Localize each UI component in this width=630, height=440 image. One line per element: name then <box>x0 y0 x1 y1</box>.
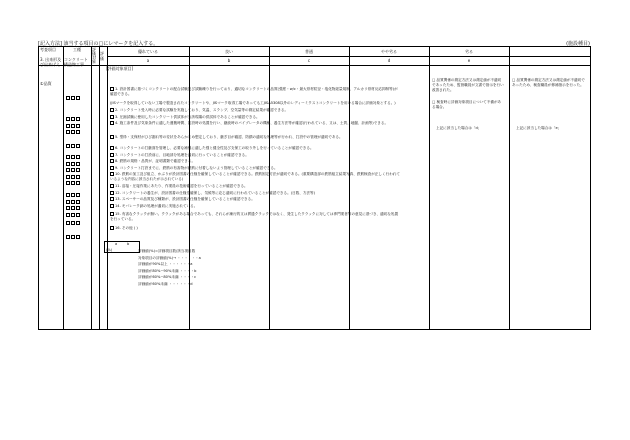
item-checkbox-group <box>66 212 81 218</box>
formula-line: 評価値が60%~80%未満 ・・・・c <box>138 275 197 279</box>
eval-item-text: 8. 鉄筋の規格・品質が、証明書類で確認できる。 <box>115 159 196 163</box>
eval-item-text: 14. モバレーク跡の処理が適切に実施されている。 <box>115 204 198 208</box>
grade-d-footer: 上記に該当した場合は「d」 <box>436 126 482 130</box>
eval-item <box>110 135 400 140</box>
eval-item <box>110 226 400 231</box>
grade-a-label: 優れている <box>138 49 158 54</box>
item-checkbox[interactable] <box>110 115 114 119</box>
item-checkbox-group <box>66 135 81 141</box>
header-target: 評価対象 <box>92 47 96 64</box>
checkbox[interactable] <box>71 130 75 134</box>
item-checkbox[interactable] <box>110 212 114 216</box>
eval-item <box>110 108 400 113</box>
eval-item <box>110 153 400 158</box>
score-box: a b (%) <box>104 241 140 253</box>
item-checkbox[interactable] <box>110 172 114 176</box>
header-type: 工種 <box>73 47 81 52</box>
item-checkbox[interactable] <box>110 197 114 201</box>
grade-d-text2: □ 検査時に評価対象項目について不備がある場合。 <box>432 100 502 109</box>
grade-e-text1: □ 品質関係の測定方法又は測定値が不適切であったため、検査職員が修補指示を行った。 <box>512 78 585 87</box>
row-type-label: コンクリート構造物工事 <box>64 57 88 67</box>
eval-item <box>110 115 400 120</box>
item-checkbox[interactable] <box>110 87 114 91</box>
eval-item <box>110 172 400 181</box>
eval-item <box>110 146 400 151</box>
eval-item <box>110 212 400 221</box>
eval-item <box>110 197 400 202</box>
checkbox[interactable] <box>71 221 75 225</box>
item-checkbox-group <box>66 121 81 127</box>
eval-item-text: 12. コンクリートの養生が、設計図書の仕様を確保し、気候等に応じ適切に行われていることが確認できる。(日数、方法等) <box>115 191 316 195</box>
item-checkbox-group <box>66 197 81 203</box>
checkbox[interactable] <box>76 221 80 225</box>
eval-item-text: (JISマークを取得していない工場で製造されたコンクリートや、JISマーク取得工場であっても工JISA5308以外のレディーミクストコンクリートを用いる場合に評価対象とする。) <box>110 101 396 105</box>
eval-item <box>110 191 400 196</box>
eval-item <box>110 204 400 209</box>
eval-item-text: 16. その他 ( ) <box>115 226 138 230</box>
item-checkbox[interactable] <box>110 153 114 157</box>
eval-item <box>110 184 400 189</box>
eval-item-text: 5. 型枠・支保材がひび割れ等の変状をあらかじめ想定しており、継ぎ目が確認、防錆の適切な処理等が行われ、打設中の管理が適切である。 <box>115 135 343 139</box>
eval-item-text: 15. 有害なクラックが無い。クラックがある場合であっても、それらが漸行的又は貫通クラックではなく、発生したクラックに対しては専門業者等の意見に基づき、適切な処置を行っている。 <box>110 212 399 221</box>
grade-d-label: やや劣る <box>381 49 397 54</box>
formula-line: 評価値(%)=評価項目数/該当項目数 <box>138 249 196 253</box>
item-checkbox[interactable] <box>110 166 114 170</box>
grade-b-code: b <box>227 58 231 63</box>
eval-item-text: 1. 設計図書に基づくコンクリートの配合試験及び試験練りを行っており、適切なコンクリートの品質(強度・w/c・最大骨材粒径・塩化物総量規制、アルカリ骨材反応抑制等)が確認できる。 <box>110 87 398 96</box>
item-checkbox[interactable] <box>110 146 114 150</box>
eval-item <box>110 101 400 106</box>
grade-e-footer: 上記に該当した場合は「e」 <box>516 126 562 130</box>
item-checkbox[interactable] <box>110 159 114 163</box>
category-label: (施設種目) <box>566 41 590 47</box>
grade-b-label: 良い <box>225 49 233 54</box>
eval-item <box>110 159 400 164</box>
formula-line: 対象項目の評価値(%)→ ・・・・・・a <box>138 255 201 260</box>
item-checkbox[interactable] <box>110 204 114 208</box>
item-checkbox[interactable] <box>110 226 114 230</box>
checkbox[interactable] <box>76 235 80 239</box>
item-checkbox-group <box>66 226 81 232</box>
eval-item-text: 3. 圧縮試験に使用したコンクリート供試体が当該現場の供試体であることが確認できる。 <box>115 115 260 119</box>
checkbox[interactable] <box>66 235 70 239</box>
grade-e-label: 劣る <box>465 49 473 54</box>
checkbox[interactable] <box>66 221 70 225</box>
header-eval: 評価 <box>100 51 104 61</box>
item-checkbox-group <box>66 184 81 190</box>
formula-line: 評価値が90%以上 ・・・・・・a <box>138 262 193 266</box>
grade-a-code: a <box>146 58 150 63</box>
item-checkbox-group <box>66 204 81 210</box>
item-checkbox-group <box>66 159 81 165</box>
eval-item-text: 11. 溶接・圧接作業にあたり、作業員の技術確認を行っていることが確認できる。 <box>115 184 248 188</box>
eval-item-text: 6. コンクリートの打継面を管理し、必要な補強に適した強と健全性及び支保工の取り外しを行っていることが確認できる。 <box>115 146 314 150</box>
eval-item-text: 4. 施工条件及び気象条件に適した運搬時間、打設時の処置を行い、継続時のバイブレータの機種、養生方法等が確認(行われている、又は、土質、地盤、計画等)できる。 <box>115 121 389 125</box>
instruction-note: [記入方法] 該当する項目の□にレマークを記入する。 <box>38 41 159 47</box>
checkbox[interactable] <box>76 96 80 100</box>
eval-items-title: [評価対象項目] <box>106 66 134 71</box>
formula-line: 評価値が60%未満 ・・・・・・d <box>138 281 193 286</box>
item-checkbox-group <box>66 146 81 152</box>
eval-item-text: 13. スペーサーの品質及び種類が、設計図書の仕様を確保していることが確認できる。 <box>115 197 255 201</box>
eval-item <box>110 87 400 96</box>
item-checkbox[interactable] <box>110 121 114 125</box>
item-checkbox[interactable] <box>110 184 114 188</box>
item-checkbox[interactable] <box>110 135 114 139</box>
item-checkbox[interactable] <box>110 108 114 112</box>
eval-item-text: 9. コンクリート打設までに、鉄筋の有害物が鉄筋に付着しないよう管理していることが確認できる。 <box>115 166 278 170</box>
checkbox[interactable] <box>66 130 70 134</box>
item-checkbox[interactable] <box>110 191 114 195</box>
grade-d-text1: □ 品質関係の測定方法又は測定値が不適切であったため、監督職員が文書で指示を行い改善された。 <box>432 78 504 92</box>
grade-e-code: e <box>467 58 471 63</box>
eval-item-text: 7. コンクリートの打設前に、目地部分処理を適切に行っていることが確認できる。 <box>115 153 249 157</box>
checkbox[interactable] <box>71 235 75 239</box>
item-checkbox-group <box>66 87 81 93</box>
checkbox[interactable] <box>76 130 80 134</box>
header-item: 考査項目 <box>40 47 56 52</box>
eval-item-text: 10. 鉄筋の加工及び組立、かぶりが設計図書の仕様を確保していることが確認できる。鉄筋固定方法が適切である。(重要構造部の鉄筋組立結果写真、鉄筋検査が正しく行われているような内容に該当されたが示されている) <box>110 172 400 181</box>
grade-c-code: c <box>307 58 311 63</box>
row-item-label: 3. 出来形及び出来ばえ <box>40 57 62 67</box>
quality-row-label: ①品質 <box>40 81 52 86</box>
item-checkbox-group <box>66 108 81 114</box>
checkbox[interactable] <box>66 96 70 100</box>
eval-item <box>110 121 400 126</box>
grade-d-code: d <box>387 58 391 63</box>
eval-item <box>110 166 400 171</box>
grade-c-label: 普通 <box>305 49 313 54</box>
eval-item-text: 2. コンクリート受入時に必要な試験を実施しており、気温、スランプ、空気量等の測定結果が確認できる。 <box>115 108 289 112</box>
item-checkbox-group <box>66 172 81 178</box>
checkbox[interactable] <box>71 96 75 100</box>
formula-line: 評価値が80%~90%未満 ・・・・b <box>138 268 197 273</box>
